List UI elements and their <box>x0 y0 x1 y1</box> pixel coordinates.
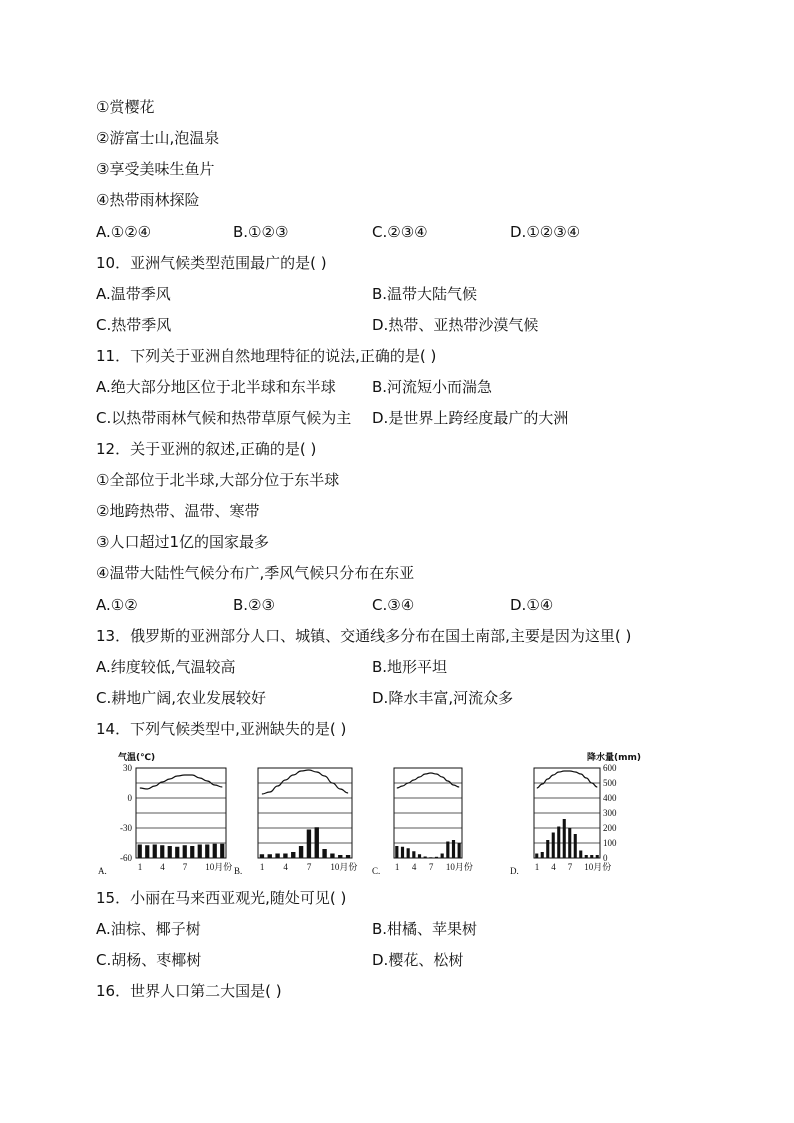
left-tick-label: -30 <box>120 823 132 833</box>
precip-bar <box>190 846 194 858</box>
temperature-curve <box>140 775 223 789</box>
precip-bar <box>446 842 449 859</box>
climate-chart-a[interactable] <box>96 750 236 876</box>
temperature-curve <box>537 771 598 788</box>
precip-bar <box>183 845 187 858</box>
q11-option-b[interactable]: B.河流短小而湍急 <box>372 378 493 396</box>
q11-stem: 11．下列关于亚洲自然地理特征的说法,正确的是( ) <box>96 347 437 365</box>
q10-option-a[interactable]: A.温带季风 <box>96 285 171 303</box>
q13-option-c[interactable]: C.耕地广阔,农业发展较好 <box>96 689 267 707</box>
precip-bar <box>585 855 588 858</box>
precip-bar <box>563 819 566 858</box>
precip-bar <box>546 840 549 858</box>
q13-option-d[interactable]: D.降水丰富,河流众多 <box>372 689 514 707</box>
chart-choice-letter: B. <box>234 866 243 876</box>
precip-bar <box>346 855 350 858</box>
q12-option-c[interactable]: C.③④ <box>372 596 415 614</box>
q10-option-d[interactable]: D.热带、亚热带沙漠气候 <box>372 316 539 334</box>
temperature-curve <box>262 770 348 794</box>
month-tick-label: 7 <box>182 862 188 872</box>
q10-stem: 10．亚洲气候类型范围最广的是( ) <box>96 254 327 272</box>
chart-choice-letter: A. <box>98 866 107 876</box>
q12-stem: 12．关于亚洲的叙述,正确的是( ) <box>96 440 317 458</box>
temperature-curve <box>397 773 459 788</box>
q15-option-d[interactable]: D.樱花、松树 <box>372 951 464 969</box>
precip-bar <box>268 854 272 858</box>
precip-bar <box>205 845 209 859</box>
precip-bar <box>315 827 319 858</box>
q9-option-a[interactable]: A.①②④ <box>96 223 152 241</box>
right-tick-label: 300 <box>603 808 617 818</box>
precip-bar <box>322 849 326 858</box>
q12-item-4: ④温带大陆性气候分布广,季风气候只分布在东亚 <box>96 564 415 582</box>
left-tick-label: 30 <box>123 763 132 773</box>
precip-bar <box>213 844 217 858</box>
q9-item-2: ②游富士山,泡温泉 <box>96 129 220 147</box>
precip-bar <box>418 854 421 858</box>
precip-bar <box>568 828 571 858</box>
q9-item-4: ④热带雨林探险 <box>96 191 200 209</box>
precip-bar <box>429 857 432 858</box>
q12-option-b[interactable]: B.②③ <box>233 596 275 614</box>
precip-bar <box>401 847 404 858</box>
q9-option-d[interactable]: D.①②③④ <box>510 223 581 241</box>
q11-option-a[interactable]: A.绝大部分地区位于北半球和东半球 <box>96 378 336 396</box>
month-tick-label: 4 <box>551 862 556 872</box>
chart-choice-letter: D. <box>510 866 519 876</box>
q12-item-2: ②地跨热带、温带、寒带 <box>96 502 260 520</box>
precip-bar <box>596 855 599 858</box>
precip-bar <box>452 840 455 858</box>
q9-option-c[interactable]: C.②③④ <box>372 223 428 241</box>
precip-bar <box>407 848 410 858</box>
climate-chart-a-svg <box>96 750 236 876</box>
precip-bar <box>283 854 287 859</box>
precip-bar <box>145 845 149 858</box>
climate-chart-c[interactable] <box>370 750 510 876</box>
q13-stem: 13．俄罗斯的亚洲部分人口、城镇、交通线多分布在国土南部,主要是因为这里( ) <box>96 627 632 645</box>
month-tick-label: 10月份 <box>205 862 233 872</box>
month-tick-label: 7 <box>306 862 312 872</box>
precip-bar <box>557 827 560 859</box>
q12-item-3: ③人口超过1亿的国家最多 <box>96 533 269 551</box>
chart-choice-letter: C. <box>372 866 381 876</box>
precip-bar <box>541 852 544 858</box>
precip-bar <box>138 845 142 859</box>
month-tick-label: 1 <box>259 862 265 872</box>
precip-bar <box>168 846 172 858</box>
month-tick-label: 10月份 <box>584 862 612 872</box>
precip-bar <box>458 843 461 858</box>
month-tick-label: 4 <box>283 862 288 872</box>
q10-option-c[interactable]: C.热带季风 <box>96 316 172 334</box>
month-tick-label: 7 <box>428 862 434 872</box>
precip-bar <box>307 830 311 859</box>
q9-item-1: ①赏樱花 <box>96 98 155 116</box>
q13-option-a[interactable]: A.纬度较低,气温较高 <box>96 658 236 676</box>
month-tick-label: 4 <box>411 862 417 872</box>
precip-bar <box>424 857 427 859</box>
q11-option-c[interactable]: C.以热带雨林气候和热带草原气候为主 <box>96 409 352 427</box>
precip-bar <box>153 845 157 859</box>
precip-bar <box>395 846 398 858</box>
right-tick-label: 400 <box>603 793 617 803</box>
precip-bar <box>299 846 303 858</box>
climate-chart-b-svg <box>232 750 372 876</box>
precip-bar <box>412 851 415 858</box>
q12-option-d[interactable]: D.①④ <box>510 596 554 614</box>
q16-stem: 16．世界人口第二大国是( ) <box>96 982 282 1000</box>
precip-bar <box>291 852 295 858</box>
climate-chart-c-svg <box>370 750 510 876</box>
q14-stem: 14．下列气候类型中,亚洲缺失的是( ) <box>96 720 347 738</box>
precip-bar <box>330 854 334 859</box>
climate-chart-d-svg <box>508 750 648 876</box>
q13-option-b[interactable]: B.地形平坦 <box>372 658 448 676</box>
q15-option-c[interactable]: C.胡杨、枣椰树 <box>96 951 202 969</box>
precip-bar <box>590 855 593 858</box>
right-tick-label: 600 <box>603 763 617 773</box>
precip-bar <box>435 857 438 858</box>
q12-option-a[interactable]: A.①② <box>96 596 138 614</box>
q12-item-1: ①全部位于北半球,大部分位于东半球 <box>96 471 340 489</box>
precip-bar <box>275 854 279 859</box>
precip-bar <box>441 854 444 859</box>
left-axis-title: 气温(℃) <box>118 753 156 763</box>
month-tick-label: 1 <box>137 862 143 872</box>
right-tick-label: 0 <box>603 853 608 863</box>
right-tick-label: 200 <box>603 823 617 833</box>
precip-bar <box>338 855 342 858</box>
precip-bar <box>160 845 164 858</box>
month-tick-label: 7 <box>567 862 573 872</box>
precip-bar <box>579 851 582 859</box>
precip-bar <box>552 833 555 859</box>
right-tick-label: 100 <box>603 838 617 848</box>
month-tick-label: 10月份 <box>445 862 473 872</box>
q11-option-d[interactable]: D.是世界上跨经度最广的大洲 <box>372 409 569 427</box>
right-tick-label: 500 <box>603 778 617 788</box>
climate-chart-d[interactable] <box>508 750 648 876</box>
climate-chart-b[interactable] <box>232 750 372 876</box>
right-axis-title: 降水量(mm) <box>587 753 641 763</box>
precip-bar <box>175 847 179 858</box>
month-tick-label: 10月份 <box>330 862 358 872</box>
month-tick-label: 4 <box>160 862 165 872</box>
left-tick-label: -60 <box>120 853 132 863</box>
q15-stem: 15．小丽在马来西亚观光,随处可见( ) <box>96 889 347 907</box>
precip-bar <box>220 844 224 858</box>
precip-bar <box>535 854 538 859</box>
q15-option-b[interactable]: B.柑橘、苹果树 <box>372 920 478 938</box>
month-tick-label: 1 <box>394 862 400 872</box>
month-tick-label: 1 <box>534 862 540 872</box>
q9-option-b[interactable]: B.①②③ <box>233 223 289 241</box>
precip-bar <box>260 854 264 858</box>
q10-option-b[interactable]: B.温带大陆气候 <box>372 285 478 303</box>
left-tick-label: 0 <box>127 793 132 803</box>
precip-bar <box>198 845 202 859</box>
q15-option-a[interactable]: A.油棕、椰子树 <box>96 920 201 938</box>
precip-bar <box>574 834 577 858</box>
q9-item-3: ③享受美味生鱼片 <box>96 160 215 178</box>
